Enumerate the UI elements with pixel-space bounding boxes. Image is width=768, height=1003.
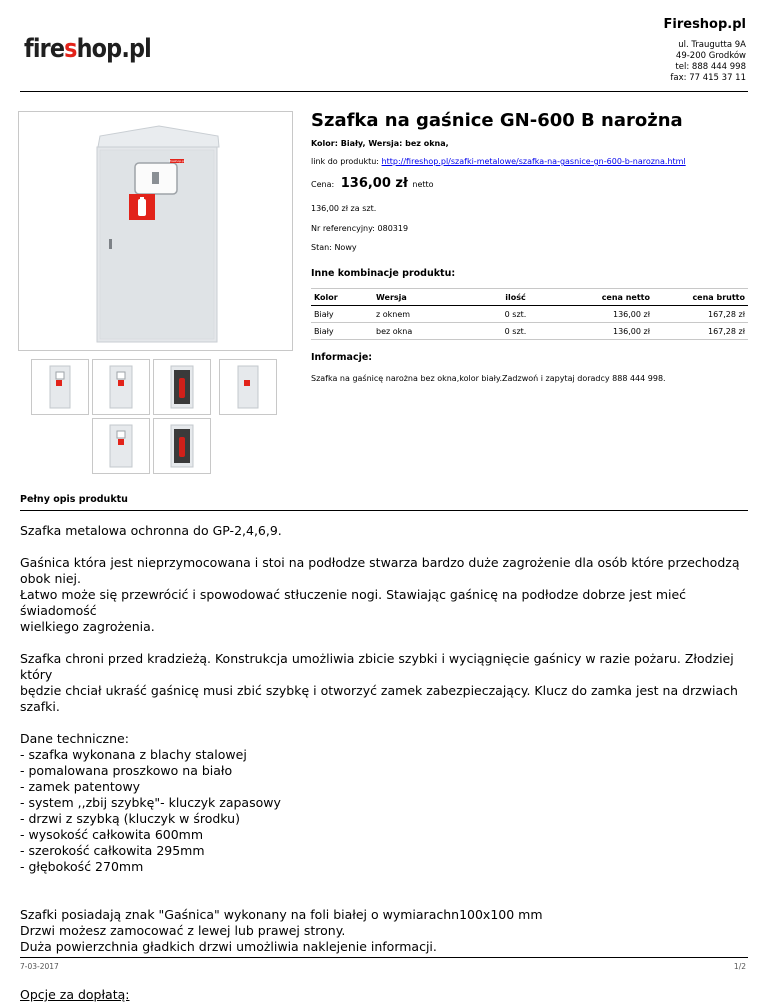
table-row (311, 306, 748, 323)
product-main-image[interactable] (18, 111, 293, 351)
reference-value: 080319 (377, 224, 409, 233)
table-cell: 0 szt. (473, 323, 558, 340)
tech-spec-line: Dane techniczne: (20, 731, 129, 746)
column-header: Wersja (373, 289, 473, 306)
address-fax: fax: 77 415 37 11 (670, 73, 746, 83)
tech-spec-line: - głębokość 270mm (20, 859, 144, 874)
description-line: Szafki posiadają znak "Gaśnica" wykonany na foli białej o wymiarachn100x100 mm (20, 907, 543, 922)
description-line: Drzwi możesz zamocować z lewej lub prawej strony. (20, 923, 346, 938)
footer-divider (20, 957, 748, 958)
fireshop-logo[interactable] (24, 34, 151, 64)
combinations-heading: Inne kombinacje produktu: (311, 268, 456, 279)
price-value: 136,00 zł (340, 176, 408, 191)
address-street: ul. Traugutta 9A (678, 40, 746, 50)
description-divider (20, 510, 748, 511)
product-thumbnail[interactable] (31, 359, 89, 415)
table-cell: Biały (311, 306, 373, 323)
price-label: Cena: (311, 180, 335, 189)
table-cell: bez okna (373, 323, 473, 340)
product-link[interactable]: http://fireshop.pl/szafki-metalowe/szafka-na-gasnice-gn-600-b-narozna.html (381, 157, 686, 166)
thumbnail-cabinet-icon (154, 360, 210, 414)
column-header: Kolor (311, 289, 373, 306)
thumbnail-cabinet-icon (154, 419, 210, 473)
table-header-row (311, 289, 748, 306)
table-cell: Biały (311, 323, 373, 340)
description-line: będzie chciał ukraść gaśnicę musi zbić szybkę i otworzyć zamek zabezpieczający. Klucz do zamka jest na drzwiach szafki. (20, 683, 738, 714)
product-link-label: link do produktu: (311, 157, 379, 166)
tech-spec-line: - szafka wykonana z blachy stalowej (20, 747, 247, 762)
product-thumbnail[interactable] (219, 359, 277, 415)
tech-spec-line: - zamek patentowy (20, 779, 141, 794)
description-paragraph: Szafka metalowa ochronna do GP-2,4,6,9. (20, 523, 282, 538)
table-cell: 136,00 zł (558, 306, 653, 323)
condition-row (311, 243, 357, 252)
header-divider (20, 91, 748, 92)
tech-spec-line: - drzwi z szybką (kluczyk w środku) (20, 811, 240, 826)
price-per-unit: 136,00 zł za szt. (311, 204, 377, 213)
company-address (670, 40, 746, 84)
thumbnail-cabinet-icon (220, 360, 276, 414)
column-header: ilość (473, 289, 558, 306)
site-name: Fireshop.pl (663, 17, 746, 32)
logo-part-3: hop.pl (76, 34, 151, 64)
print-date: 7-03-2017 (20, 962, 59, 971)
table-cell: z oknem (373, 306, 473, 323)
reference-row (311, 224, 408, 233)
reference-label: Nr referencyjny: (311, 224, 375, 233)
cabinet-brand-sticker: fireshop.pl (169, 159, 185, 163)
table-cell: 136,00 zł (558, 323, 653, 340)
page-number: 1/2 (733, 962, 746, 971)
table-row (311, 323, 748, 340)
column-header: cena netto (558, 289, 653, 306)
product-thumbnail[interactable] (92, 359, 150, 415)
thumbnail-cabinet-icon (93, 419, 149, 473)
condition-value: Nowy (334, 243, 357, 252)
table-cell: 167,28 zł (653, 306, 748, 323)
product-title: Szafka na gaśnice GN-600 B narożna (311, 110, 683, 131)
description-line: wielkiego zagrożenia. (20, 619, 155, 634)
info-text: Szafka na gaśnicę narożna bez okna,kolor biały.Zadzwoń i zapytaj doradcy 888 444 998. (311, 374, 666, 383)
combinations-table (311, 288, 748, 340)
table-cell: 0 szt. (473, 306, 558, 323)
price-suffix: netto (412, 180, 434, 189)
description-line: Duża powierzchnia gładkich drzwi umożliwia naklejenie informacji. (20, 939, 437, 954)
tech-spec-line: - wysokość całkowita 600mm (20, 827, 204, 842)
description-body (20, 523, 755, 1003)
condition-label: Stan: (311, 243, 332, 252)
thumbnail-cabinet-icon (93, 360, 149, 414)
product-link-row (311, 157, 686, 166)
address-phone: tel: 888 444 998 (675, 62, 746, 72)
product-thumbnail[interactable] (92, 418, 150, 474)
column-header: cena brutto (653, 289, 748, 306)
product-thumbnail[interactable] (153, 359, 211, 415)
tech-spec-line: - system ,,zbij szybkę"- kluczyk zapasowy (20, 795, 281, 810)
logo-part-1: fire (24, 34, 65, 64)
logo-part-2: s (64, 34, 77, 64)
tech-spec-line: - szerokość całkowita 295mm (20, 843, 205, 858)
cabinet-illustration (19, 112, 294, 352)
description-line: Szafka chroni przed kradzieżą. Konstrukcja umożliwia zbicie szybki i wyciągnięcie gaśnicy w razie pożaru. Złodziej który (20, 651, 734, 682)
product-thumbnail[interactable] (153, 418, 211, 474)
thumbnail-cabinet-icon (32, 360, 88, 414)
tech-spec-line: - pomalowana proszkowo na biało (20, 763, 233, 778)
description-line: Łatwo może się przewrócić i spowodować stłuczenie nogi. Stawiając gaśnicę na podłodze dobrze jest mieć świadomość (20, 587, 687, 618)
price-row (311, 176, 434, 191)
description-line: Gaśnica która jest nieprzymocowana i stoi na podłodze stwarza bardzo duże zagrożenie dla osób które przechodzą obok niej. (20, 555, 740, 586)
address-city: 49-200 Grodków (675, 51, 746, 61)
product-variant: Kolor: Biały, Wersja: bez okna, (311, 139, 449, 148)
table-cell: 167,28 zł (653, 323, 748, 340)
info-heading: Informacje: (311, 352, 373, 363)
description-heading: Pełny opis produktu (20, 494, 128, 505)
paid-options-label: Opcje za dopłatą: (20, 987, 130, 1002)
